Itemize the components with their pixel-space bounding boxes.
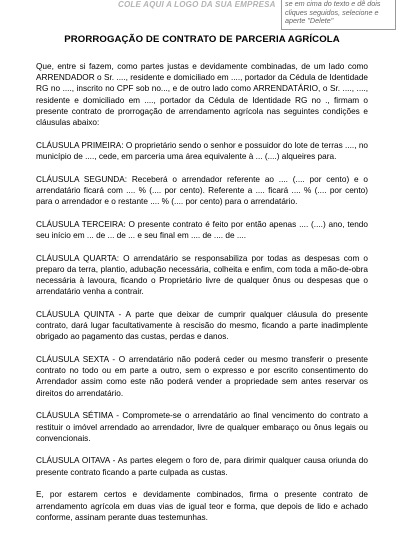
clause-eighth: CLÁUSULA OITAVA - As partes elegem o foro de, para dirimir qualquer causa oriunda do presente contrato ficando a parte culpada as custas. [36,456,368,477]
document-title: PRORROGAÇÃO DE CONTRATO DE PARCERIA AGRÍCOLA [64,34,340,45]
closing-paragraph: E, por estarem certos e devidamente combinados, firma o presente contrato de arrendamento agrícola em duas vias de igual teor e forma, que depois de lido e achado conforme, assinam perante duas testemunhas. [36,490,368,522]
clause-second: CLÁUSULA SEGUNDA: Receberá o arrendador referente ao .... (.... por cento) e o arrendatário ficará com .... % (.... por cento). Referente a .... ficará .... % (.... por cento) para o arrendador e o restante .... % (.... por cento) para o arrendatário. [36,174,368,207]
contract-document [36,34,368,535]
clause-fifth: CLÁUSULA QUINTA - A parte que deixar de cumprir qualquer cláusula do presente contrato, dará lugar facultativamente à rescisão do mesmo, ficando a parte inadimplente obrigado ao pagamento das custas, perdas e danos. [36,309,368,342]
clause-first: CLÁUSULA PRIMEIRA: O proprietário sendo o senhor e possuidor do lote de terras ...., no município de ...., cede, em parceria uma área equivalente à ... (....) alqueires para. [36,140,368,161]
clause-fourth: CLÁUSULA QUARTA: O arrendatário se responsabiliza por todas as despesas com o preparo da terra, plantio, adubação necessária, colheita e enfim, com toda a mão-de-obra necessária à lavoura, ficando o Proprietário livre de qualquer ônus ou despesas que o arrendatário venha a contrair. [36,253,368,297]
intro-paragraph: Que, entre si fazem, como partes justas e devidamente combinadas, de um lado como ARRENDADOR o Sr. ...., residente e domiciliado em ...., portador da Cédula de Identidade RG no ...., inscrito no CPF sob no..., e de outro lado como ARRENDATÁRIO, o Sr. ...., ...., residente e domiciliado em ...., portador da Cédula de Identidade RG no ., firmam o presente contrato de prorrogação de arrendamento agrícola nas seguintes condições e cláusulas abaixo: [36,62,368,128]
logo-placeholder: COLE AQUI A LOGO DA SUA EMPRESA [118,0,276,9]
clause-sixth: CLÁUSULA SEXTA - O arrendatário não poderá ceder ou mesmo transferir o presente contrato no todo ou em parte a outro, sem o expresso e por escrito consentimento do Arrendador assim como este não poderá vender a propriedade sem antes reservar os direitos do arrendatário. [36,355,368,398]
clause-third: CLÁUSULA TERCEIRA: O presente contrato é feito por então apenas .... (....) ano, tendo seu início em ... de ... de ... e seu final em .... de .... de .... [36,219,368,240]
clause-seventh: CLÁUSULA SÉTIMA - Compromete-se o arrendatário ao final vencimento do contrato a restituir o imóvel arrendado ao arrendador, livre de qualquer embaraço ou ônus legais ou convencionais. [36,411,368,443]
delete-hint-box: se em cima do texto e dê dois cliques seguidos, selecione e aperte "Delete" [281,0,396,30]
